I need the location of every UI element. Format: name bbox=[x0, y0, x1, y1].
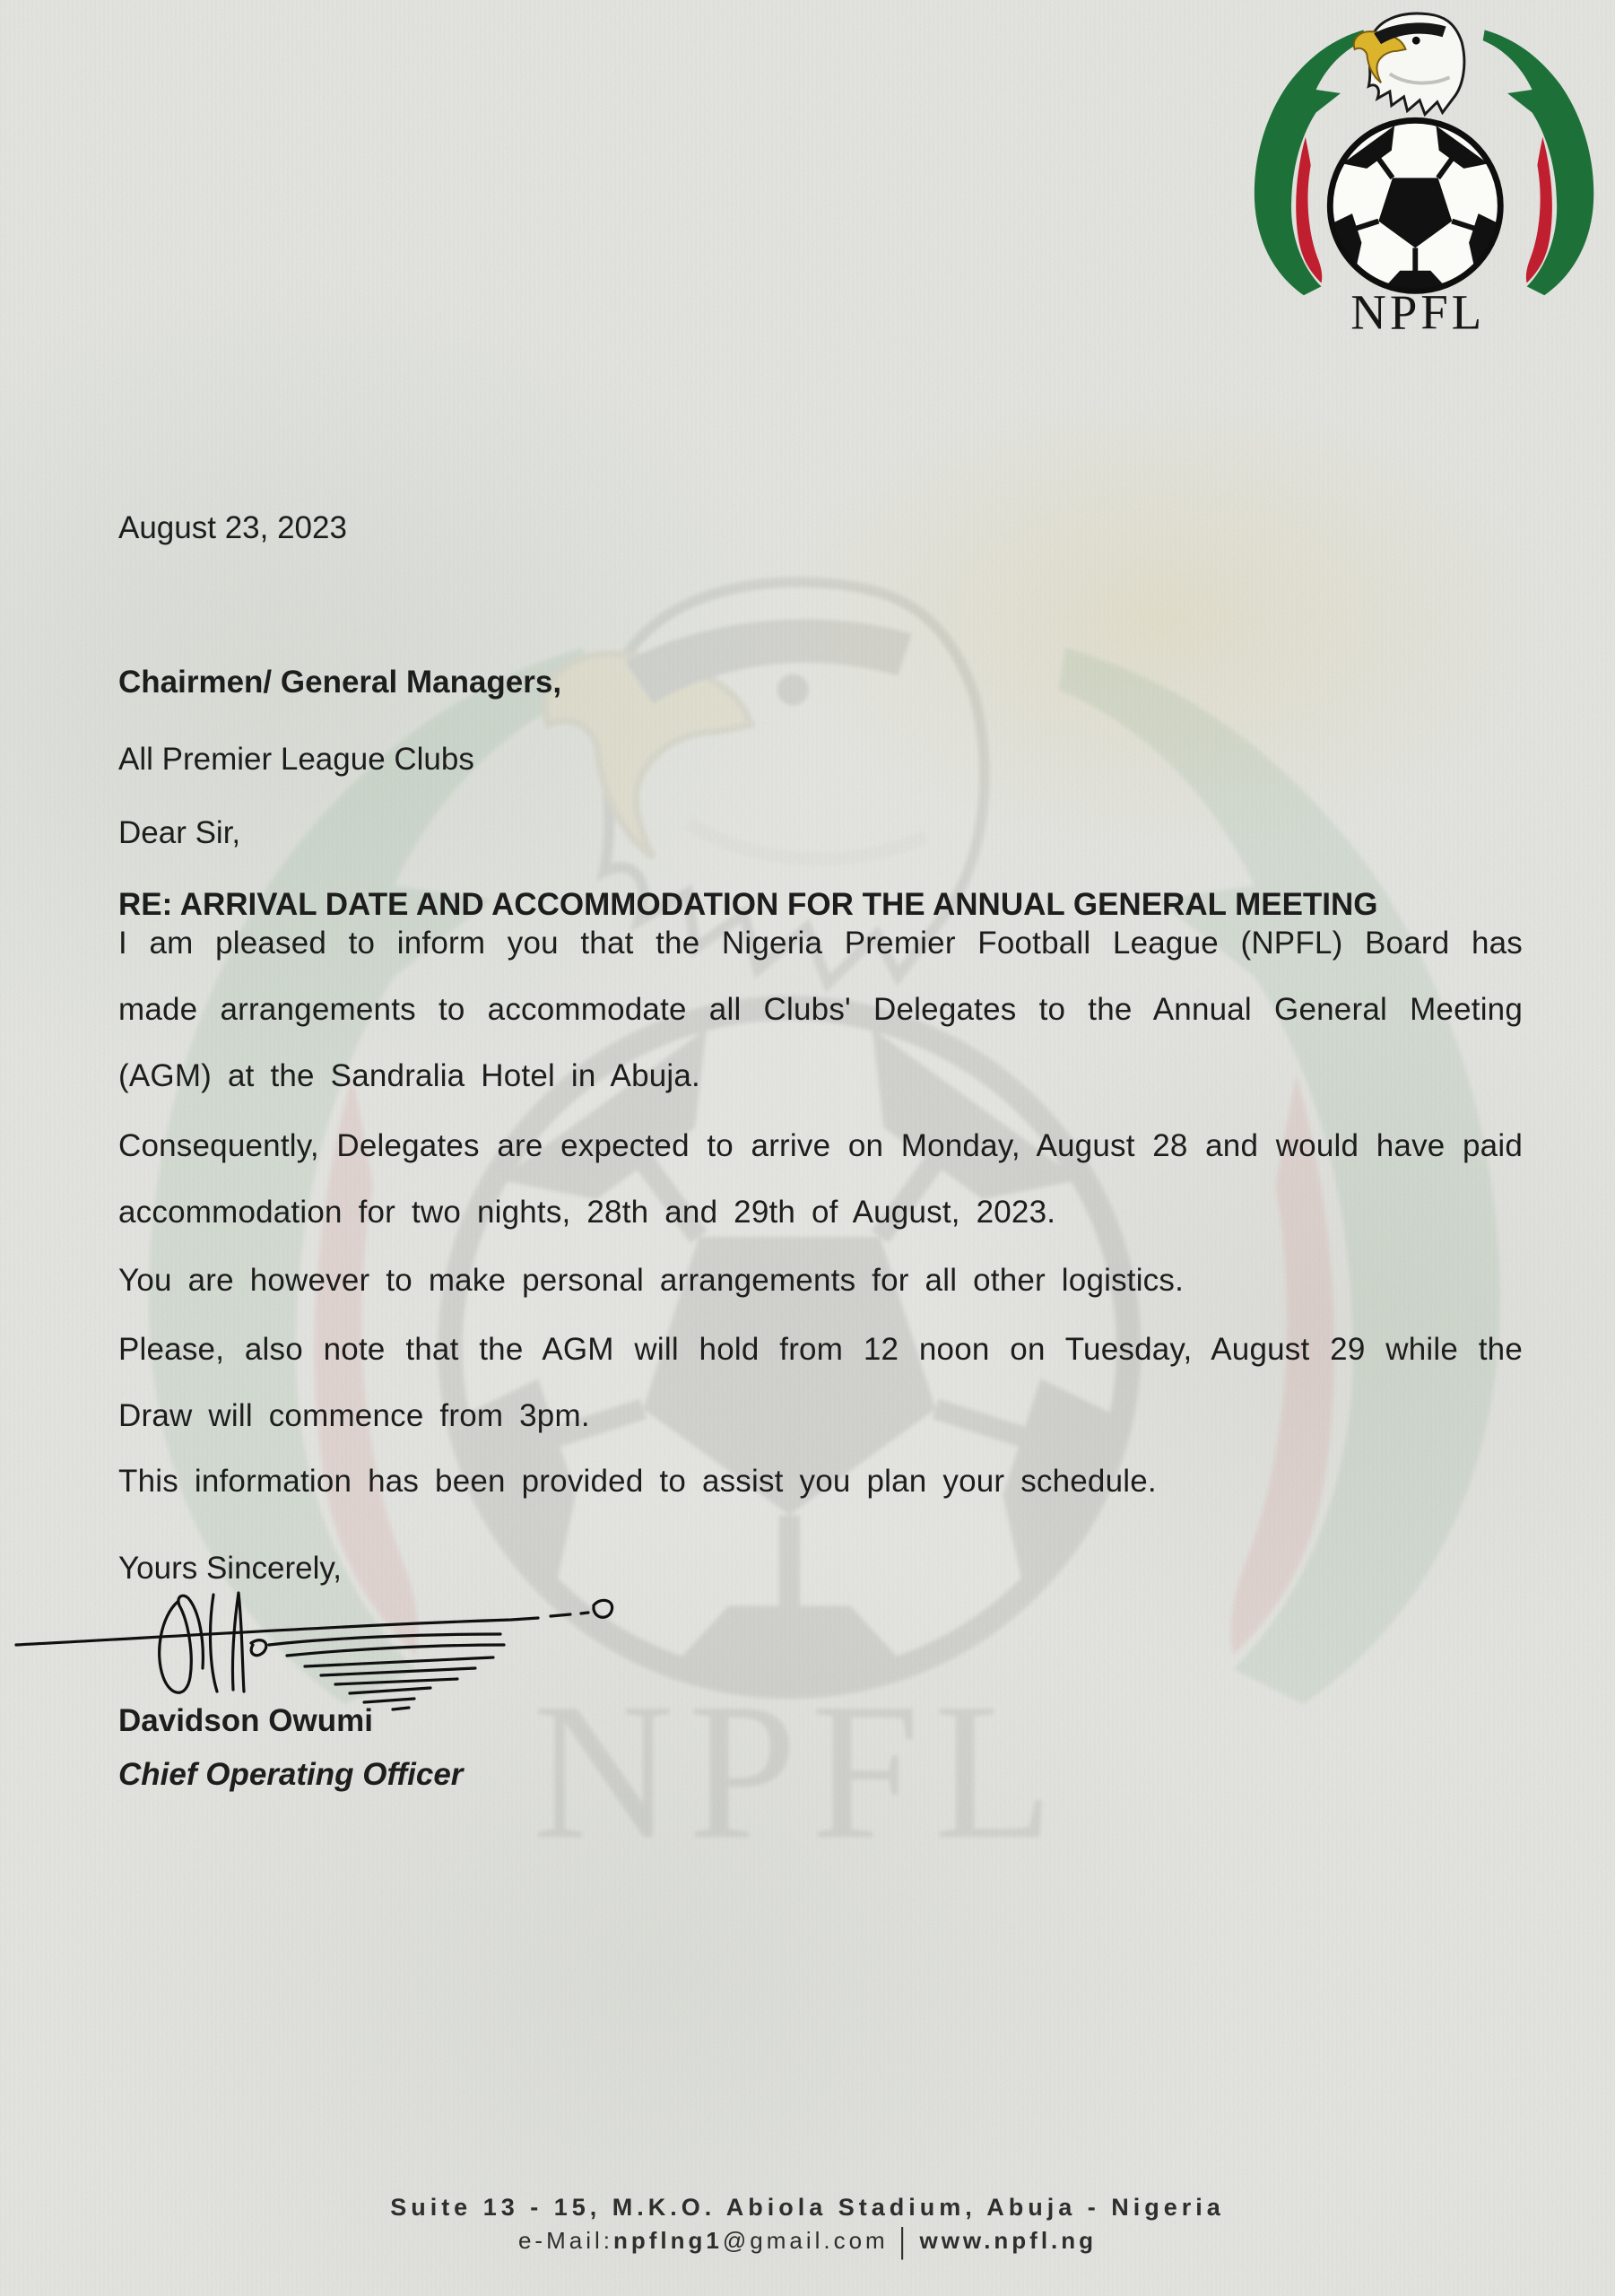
letter-date: August 23, 2023 bbox=[118, 510, 347, 545]
npfl-crest-logo bbox=[1242, 5, 1611, 348]
email-domain: @gmail.com bbox=[722, 2227, 889, 2254]
website-text: www.npfl.ng bbox=[919, 2227, 1098, 2254]
signer-title: Chief Operating Officer bbox=[118, 1757, 464, 1792]
body-paragraph: I am pleased to inform you that the Nigeria Premier Football League (NPFL) Board has made arrangements to accommodate all Clubs' Delegates to the Annual General Meeting (AGM) at the Sandralia Hotel in Abuja. bbox=[118, 926, 1523, 1093]
footer-contact bbox=[0, 2220, 1615, 2261]
email-label: e-Mail: bbox=[517, 2227, 613, 2254]
footer bbox=[0, 2194, 1615, 2261]
closing: Yours Sincerely, bbox=[118, 1551, 343, 1586]
body-paragraph: This information has been provided to assist you plan your schedule. bbox=[118, 1464, 1157, 1499]
separator-bar: | bbox=[899, 2220, 909, 2261]
body-paragraph: You are however to make personal arrangements for all other logistics. bbox=[118, 1263, 1185, 1298]
signature-scribble bbox=[9, 1586, 646, 1711]
recipient-title: Chairmen/ General Managers, bbox=[118, 665, 562, 700]
body-paragraph: Please, also note that the AGM will hold from 12 noon on Tuesday, August 29 while the Draw will commence from 3pm. bbox=[118, 1332, 1523, 1433]
body-paragraph: Consequently, Delegates are expected to arrive on Monday, August 28 and would have paid accommodation for two nights, 28th and 29th of August, 2023. bbox=[118, 1128, 1523, 1230]
signer-name: Davidson Owumi bbox=[118, 1703, 373, 1738]
recipient-org: All Premier League Clubs bbox=[118, 742, 474, 777]
footer-address: Suite 13 - 15, M.K.O. Abiola Stadium, Abuja - Nigeria bbox=[390, 2194, 1225, 2221]
salutation: Dear Sir, bbox=[118, 815, 241, 850]
subject-line: RE: ARRIVAL DATE AND ACCOMMODATION FOR THE ANNUAL GENERAL MEETING bbox=[118, 887, 1378, 922]
email-user: npflng1 bbox=[612, 2227, 723, 2254]
